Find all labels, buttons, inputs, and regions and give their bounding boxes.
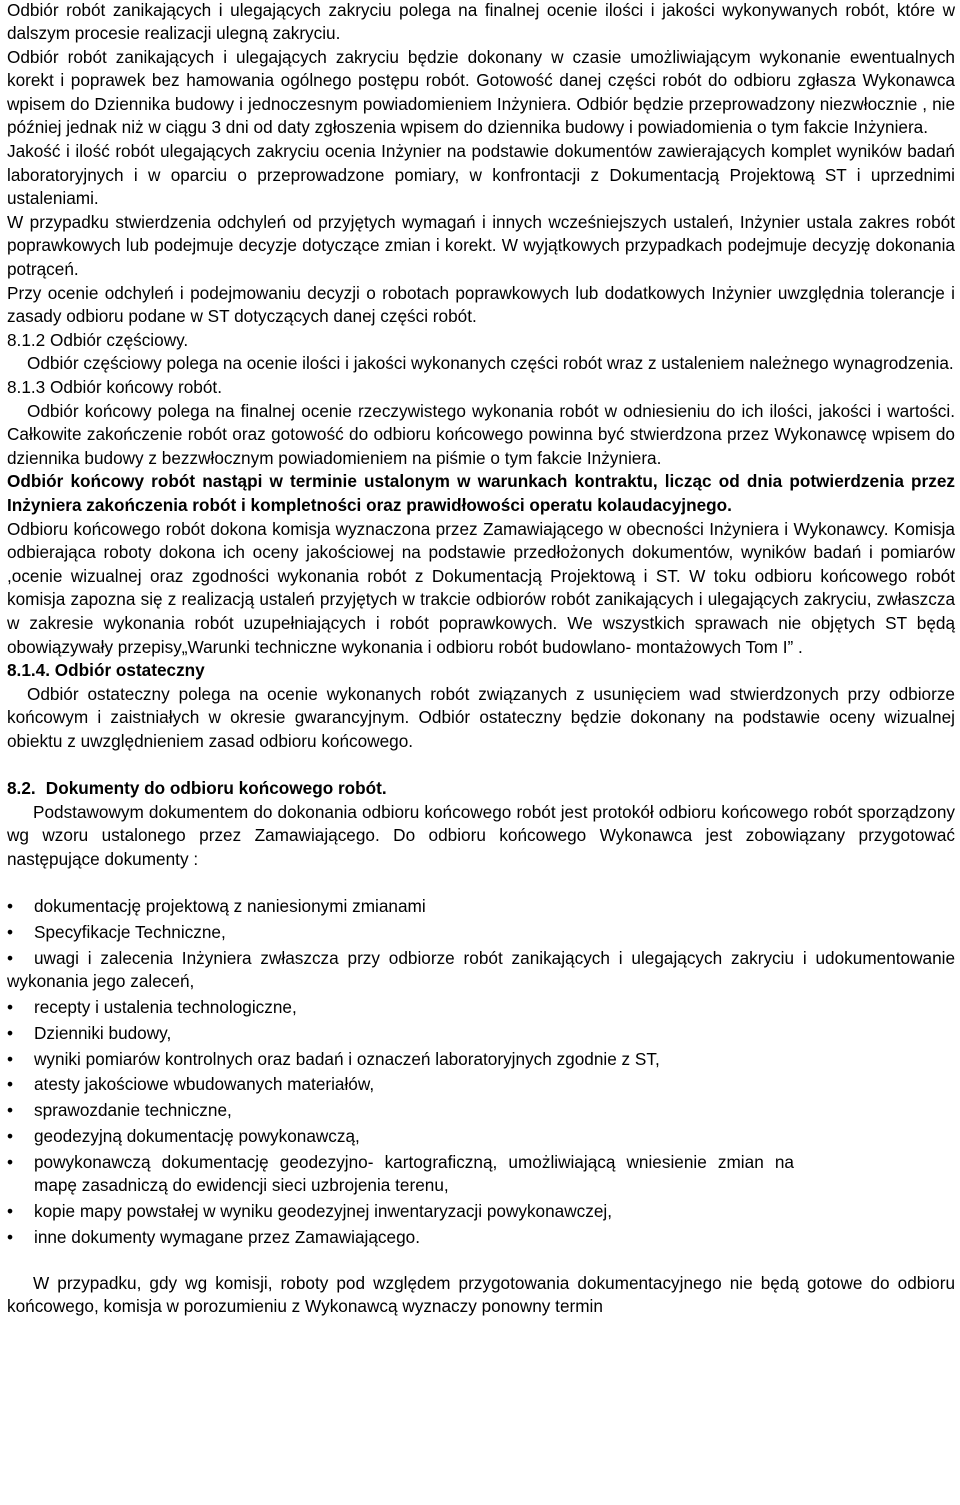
bullet-icon: • bbox=[7, 896, 14, 917]
paragraph-partial-acceptance: Odbiór częściowy polega na ocenie ilości i jakości wykonanych części robót wraz z ustaleniem należnego wynagrodzenia. bbox=[27, 353, 954, 374]
spacer bbox=[7, 754, 955, 778]
list-item: • Specyfikacje Techniczne, bbox=[7, 921, 955, 945]
section-heading-8-2 bbox=[7, 777, 955, 801]
section-title: Odbiór częściowy. bbox=[50, 329, 189, 350]
section-title: Dokumenty do odbioru końcowego robót. bbox=[45, 778, 387, 799]
section-heading-8-1-4 bbox=[7, 659, 955, 683]
spacer bbox=[7, 871, 955, 895]
bullet-icon: • bbox=[7, 1125, 14, 1146]
list-item: • geodezyjną dokumentację powykonawczą, bbox=[7, 1125, 955, 1149]
bullet-icon: • bbox=[7, 1022, 14, 1043]
paragraph-final-acceptance: Odbiór końcowy polega na finalnej ocenie rzeczywistego wykonania robót w odniesieniu do ich ilości, jakości i wartości. Całkowite zakończenie robót oraz gotowość do odbioru końcowego powinna być stwierdzona przez Wykonawcę wpisem do dziennika budowy z bezzwłocznym powiadomieniem na piśmie o tym fakcie Inżyniera. bbox=[7, 400, 955, 468]
documents-list bbox=[7, 895, 955, 1249]
paragraph-hidden-works-acceptance: Odbiór robót zanikających i ulegających zakryciu polega na finalnej ocenie ilości i jakości wykonywanych robót, które w dalszym procesie realizacji ulegną zakryciu. bbox=[7, 0, 955, 44]
bullet-icon: • bbox=[7, 1100, 14, 1121]
spacer bbox=[7, 1252, 955, 1272]
paragraph-ultimate-acceptance: Odbiór ostateczny polega na ocenie wykonanych robót związanych z usunięciem wad stwierdzonych przy odbiorze końcowym i zaistniałych w okresie gwarancyjnym. Odbiór ostateczny będzie dokonany na podstawie oceny wizualnej obiektu z uwzględnieniem zasad odbioru końcowego. bbox=[7, 683, 955, 751]
list-item: • powykonawczą dokumentację geodezyjno- kartograficzną, umożliwiającą wniesienie zmian na mapę zasadniczą do ewidencji sieci uzbrojenia terenu, bbox=[7, 1151, 794, 1196]
document-page bbox=[7, 0, 955, 1319]
section-title: Odbiór końcowy robót. bbox=[50, 377, 222, 397]
list-item: • atesty jakościowe wbudowanych materiałów, bbox=[7, 1073, 955, 1097]
bullet-icon: • bbox=[7, 997, 14, 1017]
list-item: • sprawozdanie techniczne, bbox=[7, 1099, 955, 1123]
section-number: 8.1.3 bbox=[7, 377, 46, 397]
paragraph-tolerances: Przy ocenie odchyleń i podejmowaniu decyzji o robotach poprawkowych lub dodatkowych Inżynier uwzględnia tolerancje i zasady odbioru podane w ST dotyczących danej części robót. bbox=[7, 282, 955, 327]
bullet-icon: • bbox=[7, 947, 14, 968]
section-heading-8-1-2 bbox=[7, 329, 955, 353]
list-item: • dokumentację projektową z naniesionymi zmianami bbox=[7, 895, 955, 919]
bullet-icon: • bbox=[7, 1048, 14, 1069]
paragraph-deviations: W przypadku stwierdzenia odchyleń od przyjętych wymagań i innych wcześniejszych ustaleń, Inżynier ustala zakres robót poprawkowych lub podejmuje decyzje dotyczące zmian i korekt. W wyjątkowych przypadkach podejmuje decyzję dokonania potrąceń. bbox=[7, 211, 955, 280]
list-item: • inne dokumenty wymagane przez Zamawiającego. bbox=[7, 1226, 955, 1250]
bullet-icon: • bbox=[7, 921, 14, 942]
paragraph-quality-assessment: Jakość i ilość robót ulegających zakryciu ocenia Inżynier na podstawie dokumentów zawierających komplet wyników badań laboratoryjnych i w oparciu o przeprowadzone pomiary, w konfrontacji z Dokumentacją Projektową ST i uprzednimi ustaleniami. bbox=[7, 141, 955, 209]
list-item: • kopie mapy powstałej w wyniku geodezyjnej inwentaryzacji powykonawczej, bbox=[7, 1200, 955, 1224]
section-number: 8.1.2 bbox=[7, 329, 46, 350]
list-item: • uwagi i zalecenia Inżyniera zwłaszcza przy odbiorze robót zanikających i ulegających zakryciu i udokumentowanie wykonania jego zaleceń, bbox=[7, 947, 955, 992]
list-item: • Dzienniki budowy, bbox=[7, 1022, 955, 1046]
section-title: Odbiór ostateczny bbox=[54, 660, 205, 681]
paragraph-final-acceptance-commission: Odbioru końcowego robót dokona komisja wyznaczona przez Zamawiającego w obecności Inżyniera i Wykonawcy. Komisja odbierająca roboty dokona ich oceny jakościowej na podstawie przedłożonych dokumentów, wyników badań i pomiarów ,ocenie wizualnej oraz zgodności wykonania robót z Dokumentacją Projektową i ST. W toku odbioru końcowego robót komisja zapozna się z realizacją ustaleń przyjętych w trakcie odbiorów robót zanikających i ulegających zakryciu, zwłaszcza w zakresie wykonania robót uzupełniających i robót poprawkowych. We wszystkich sprawach nie objętych ST będą obowiązywały przepisy„Warunki techniczne wykonania i odbioru robót budowlano- montażowych Tom I” . bbox=[7, 518, 955, 657]
paragraph-documents-intro: Podstawowym dokumentem do dokonania odbioru końcowego robót jest protokół odbioru końcowego robót sporządzony wg wzoru ustalonego przez Zamawiającego. Do odbioru końcowego Wykonawca jest zobowiązany przygotować następujące dokumenty : bbox=[7, 801, 955, 869]
section-heading-8-1-3 bbox=[7, 376, 955, 400]
list-item: • wyniki pomiarów kontrolnych oraz badań i oznaczeń laboratoryjnych zgodnie z ST, bbox=[7, 1048, 794, 1072]
bullet-icon: • bbox=[7, 1226, 14, 1247]
section-number: 8.2. bbox=[7, 778, 36, 799]
section-number: 8.1.4. bbox=[7, 660, 51, 681]
paragraph-hidden-works-timing: Odbiór robót zanikających i ulegających zakryciu będzie dokonany w czasie umożliwiającym wykonanie ewentualnych korekt i poprawek bez hamowania ogólnego postępu robót. Gotowość danej części robót do odbioru zgłasza Wykonawca wpisem do Dziennika budowy i jednoczesnym powiadomieniem Inżyniera. Odbiór będzie przeprowadzony niezwłocznie , nie później jednak niż w ciągu 3 dni od daty zgłoszenia wpisem do dziennika budowy i powiadomienia o tym fakcie Inżyniera. bbox=[7, 46, 955, 138]
paragraph-not-ready: W przypadku, gdy wg komisji, roboty pod względem przygotowania dokumentacyjnego nie będą gotowe do odbioru końcowego, komisja w porozumieniu z Wykonawcą wyznaczy ponowny termin bbox=[7, 1272, 955, 1317]
list-item: • recepty i ustalenia technologiczne, bbox=[7, 996, 955, 1020]
paragraph-final-acceptance-deadline: Odbiór końcowy robót nastąpi w terminie ustalonym w warunkach kontraktu, licząc od dnia potwierdzenia przez Inżyniera zakończenia robót i kompletności oraz prawidłowości operatu kolaudacyjnego. bbox=[7, 471, 955, 515]
bullet-icon: • bbox=[7, 1151, 14, 1172]
bullet-icon: • bbox=[7, 1201, 14, 1222]
bullet-icon: • bbox=[7, 1074, 14, 1095]
